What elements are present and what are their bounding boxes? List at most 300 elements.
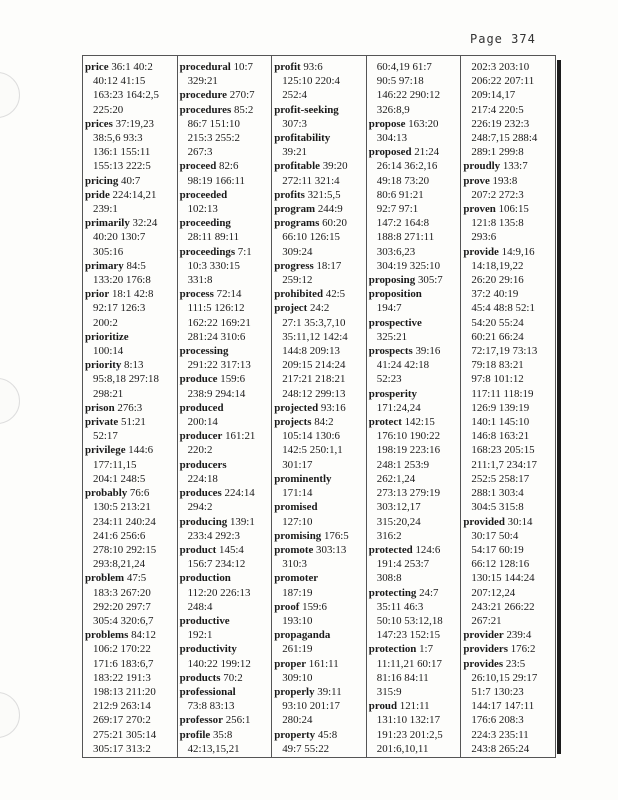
index-entry-first-line: [369, 642, 461, 656]
punch-hole: [0, 378, 20, 424]
index-term: proceed: [179, 160, 217, 173]
index-entry: [85, 117, 177, 174]
page-refs: 215:3 255:2: [187, 132, 240, 145]
index-term: pride: [85, 188, 110, 201]
index-entry: [85, 330, 177, 358]
index-entry: [85, 60, 177, 117]
page-refs: 276:3: [117, 401, 143, 414]
page-refs: 292:20 297:7: [93, 600, 151, 613]
index-entry-first-line: [180, 245, 272, 259]
page-refs: 49:18 73:20: [376, 174, 430, 187]
page-refs: 192:1: [187, 629, 213, 642]
index-term: profit-seeking: [274, 103, 339, 116]
page-refs: 142:15: [404, 416, 435, 429]
page-refs: 133:7: [502, 160, 528, 173]
page-refs: 162:22 169:21: [187, 316, 251, 329]
page-refs: 130:15 144:24: [471, 572, 535, 585]
index-entry: [274, 202, 366, 216]
page-refs: 248:1 253:9: [376, 458, 430, 471]
index-entry: [180, 458, 272, 486]
page-refs: 10:3 330:15: [187, 259, 240, 272]
index-entry: [180, 713, 272, 727]
page-refs: 73:8 83:13: [187, 700, 235, 713]
page-refs: 187:19: [282, 586, 313, 599]
index-term: proceeding: [179, 217, 231, 230]
index-entry-first-line: [180, 372, 272, 386]
page-refs: 145:4: [219, 543, 244, 556]
page-refs: 307:3: [282, 117, 307, 130]
index-entry-first-line: [274, 131, 366, 145]
index-term: problems: [85, 629, 129, 642]
index-entry: [274, 628, 366, 656]
page-refs: 259:12: [282, 274, 313, 287]
index-term: profits: [274, 188, 305, 201]
index-entry: [85, 216, 177, 259]
page-refs: 305:16: [93, 245, 124, 258]
page-refs: 112:20 226:13: [187, 586, 251, 599]
page-refs: 293:6: [471, 231, 497, 244]
index-entry-first-line: [274, 301, 366, 315]
index-entry-first-line: [274, 259, 366, 273]
page-refs: 177:11,15: [93, 458, 137, 471]
page-refs: 171:6 183:6,7: [93, 657, 154, 670]
index-entry-first-line: [180, 571, 272, 585]
page-refs: 252:5 258:17: [471, 472, 530, 485]
page-refs: 161:21: [225, 430, 256, 443]
page-refs: 243:8 265:24: [471, 742, 530, 755]
page-refs: 155:13 222:5: [93, 160, 151, 173]
page-refs: 224:3 235:11: [471, 728, 529, 741]
index-term: producing: [179, 515, 228, 528]
index-entry-first-line: [463, 245, 555, 259]
index-entry: [180, 401, 272, 429]
index-entry-first-line: [274, 60, 366, 74]
index-entry: [85, 287, 177, 330]
page-refs: 131:10 132:17: [376, 714, 441, 727]
page-refs: 193:10: [282, 614, 313, 627]
index-entry: [180, 103, 272, 160]
page-refs: 42:5: [325, 288, 346, 301]
page-number: Page 374: [470, 32, 536, 46]
index-term: professor: [179, 714, 223, 727]
index-entry-first-line: [180, 486, 272, 500]
index-term: propaganda: [274, 629, 331, 642]
index-entry: [369, 586, 461, 643]
index-term: primarily: [85, 217, 130, 230]
index-entry: [463, 628, 555, 642]
page-refs: 54:20 55:24: [471, 316, 524, 329]
page-refs: 176:10 190:22: [376, 430, 441, 443]
page-refs: 39:20: [322, 160, 348, 173]
index-entry: [85, 358, 177, 401]
index-entry-first-line: [180, 614, 272, 628]
page-refs: 303:6,23: [376, 245, 416, 258]
index-entry: [369, 287, 461, 315]
page-refs: 124:6: [415, 543, 441, 556]
page-refs: 35:11 46:3: [376, 600, 424, 613]
page-refs: 207:2 272:3: [471, 188, 524, 201]
index-entry-first-line: [180, 543, 272, 557]
index-entry: [274, 131, 366, 159]
index-entry-first-line: [274, 401, 366, 415]
index-entry: [369, 145, 461, 273]
index-entry-first-line: [180, 685, 272, 699]
index-term: protecting: [368, 586, 417, 599]
index-entry-first-line: [369, 145, 461, 159]
index-entry-first-line: [180, 216, 272, 230]
punch-hole: [0, 72, 20, 118]
index-column: [83, 56, 178, 757]
page-refs: 51:21: [121, 416, 146, 429]
index-term: profitable: [274, 160, 320, 173]
page-refs: 98:19 166:11: [187, 174, 245, 187]
page-refs: 92:7 97:1: [376, 203, 419, 216]
index-entry-first-line: [369, 316, 461, 330]
page-refs: 36:1 40:2: [111, 61, 153, 73]
page-refs: 310:3: [282, 558, 307, 571]
index-entry: [180, 188, 272, 216]
index-entry-first-line: [274, 159, 366, 173]
index-entry-first-line: [369, 60, 461, 74]
page-refs: 40:20 130:7: [93, 231, 146, 244]
index-entry: [369, 316, 461, 344]
page-refs: 194:7: [376, 302, 402, 315]
page-refs: 281:24 310:6: [187, 330, 246, 343]
page-refs: 80:6 91:21: [376, 188, 424, 201]
index-entry-first-line: [85, 60, 177, 74]
index-entry: [180, 159, 272, 187]
index-term: proper: [274, 657, 307, 670]
index-entry: [180, 287, 272, 344]
index-entry: [180, 88, 272, 102]
page-refs: 49:7 55:22: [282, 742, 330, 755]
index-term: provides: [463, 657, 504, 670]
page-refs: 270:7: [229, 89, 255, 102]
page-refs: 95:8,18 297:18: [93, 373, 159, 386]
index-term: proposing: [368, 274, 416, 287]
page-refs: 176:6 208:3: [471, 714, 524, 727]
index-term: provider: [463, 629, 504, 642]
page-refs: 37:2 40:19: [471, 288, 519, 301]
page-refs: 26:14 36:2,16: [376, 160, 438, 173]
index-entry-first-line: [274, 543, 366, 557]
index-term: procedure: [179, 89, 227, 102]
page-refs: 239:1: [93, 203, 118, 216]
index-entry-first-line: [85, 486, 177, 500]
page-refs: 262:1,24: [376, 472, 416, 485]
index-entry-first-line: [369, 287, 461, 301]
page-refs: 225:20: [93, 103, 124, 116]
page-refs: 35:8: [212, 728, 233, 741]
index-entry: [463, 159, 555, 173]
index-term: process: [179, 288, 214, 301]
page-refs: 278:10 292:15: [93, 543, 157, 556]
index-entry: [180, 543, 272, 571]
page-refs: 84:2: [314, 416, 334, 429]
page-refs: 183:3 267:20: [93, 586, 151, 599]
page-refs: 280:24: [282, 714, 313, 727]
index-entry: [85, 259, 177, 287]
page-refs: 14:9,16: [501, 245, 535, 258]
page-refs: 193:8: [492, 174, 518, 187]
index-entry-first-line: [463, 174, 555, 188]
index-term: processing: [179, 345, 229, 358]
page-refs: 305:4 320:6,7: [93, 614, 154, 627]
page-refs: 267:21: [471, 614, 502, 627]
index-term: produce: [179, 373, 218, 386]
index-term: prioritize: [85, 330, 129, 343]
index-entry-first-line: [369, 543, 461, 557]
page-refs: 261:19: [282, 643, 313, 656]
page-refs: 301:17: [282, 458, 313, 471]
index-term: prior: [85, 288, 110, 301]
index-term: programs: [274, 217, 320, 230]
index-entry-first-line: [274, 103, 366, 117]
page-refs: 39:11: [317, 685, 342, 698]
index-entry: [180, 60, 272, 88]
index-entry-first-line: [85, 401, 177, 415]
index-term: profitability: [274, 132, 331, 145]
index-entry: [369, 344, 461, 387]
index-entry: [85, 415, 177, 443]
page-refs: 47:5: [126, 572, 147, 585]
index-entry: [463, 174, 555, 202]
index-entry-first-line: [463, 642, 555, 656]
page-refs: 70:2: [223, 671, 243, 684]
page-refs: 212:9 263:14: [93, 700, 151, 713]
page-refs: 93:16: [320, 401, 346, 414]
page-refs: 269:17 270:2: [93, 714, 151, 727]
index-entry: [274, 600, 366, 628]
index-entry: [369, 117, 461, 145]
index-entry: [180, 671, 272, 685]
index-term: producer: [179, 430, 223, 443]
index-term: primary: [85, 259, 124, 272]
page-refs: 37:19,23: [115, 117, 154, 130]
index-term: program: [274, 203, 316, 216]
index-term: procedures: [179, 103, 232, 116]
index-entry-first-line: [463, 159, 555, 173]
index-term: prominently: [274, 472, 332, 485]
index-entry-first-line: [274, 657, 366, 671]
page-refs: 24:7: [419, 586, 439, 599]
page-refs: 248:7,15 288:4: [471, 132, 538, 145]
page-refs: 209:15 214:24: [282, 359, 346, 372]
index-term: producers: [179, 458, 227, 471]
page-refs: 81:16 84:11: [376, 671, 429, 684]
page-refs: 51:7 130:23: [471, 685, 524, 698]
index-entry: [463, 515, 555, 629]
index-entry: [369, 273, 461, 287]
margin-bar: [557, 60, 561, 754]
page-refs: 147:23 152:15: [376, 629, 441, 642]
index-entry-first-line: [180, 401, 272, 415]
index-entry: [369, 387, 461, 415]
page-refs: 86:7 151:10: [187, 117, 240, 130]
index-term: property: [274, 728, 316, 741]
page-refs: 241:6 256:6: [93, 529, 146, 542]
index-term: professional: [179, 685, 236, 698]
page-refs: 26:20 29:16: [471, 274, 524, 287]
page-refs: 171:24,24: [376, 401, 421, 414]
page-refs: 156:7 234:12: [187, 558, 246, 571]
index-entry: [274, 685, 366, 728]
page-refs: 188:8 271:11: [376, 231, 435, 244]
index-entry: [180, 372, 272, 400]
index-entry-first-line: [85, 330, 177, 344]
page-refs: 191:4 253:7: [376, 558, 430, 571]
index-entry: [274, 259, 366, 287]
page-refs: 171:14: [282, 487, 313, 500]
index-term: prove: [463, 174, 490, 187]
index-term: progress: [274, 259, 314, 272]
page-refs: 202:3 203:10: [471, 61, 530, 73]
index-term: promised: [274, 501, 318, 514]
index-entry-first-line: [274, 415, 366, 429]
page-refs: 206:22 207:11: [471, 75, 535, 88]
page-refs: 256:1: [225, 714, 251, 727]
page-refs: 139:1: [229, 515, 255, 528]
page-refs: 309:24: [282, 245, 313, 258]
page-refs: 248:4: [187, 600, 213, 613]
index-entry: [274, 657, 366, 685]
index-entry-first-line: [274, 472, 366, 486]
page-refs: 183:22 191:3: [93, 671, 151, 684]
index-entry-first-line: [180, 344, 272, 358]
index-term: proposed: [368, 146, 412, 159]
page-refs: 293:8,21,24: [93, 558, 146, 571]
page-refs: 217:21 218:21: [282, 373, 346, 386]
page-refs: 50:10 53:12,18: [376, 614, 443, 627]
page-refs: 72:17,19 73:13: [471, 345, 538, 358]
page-refs: 66:10 126:15: [282, 231, 340, 244]
page-refs: 294:2: [187, 501, 213, 514]
page-refs: 18:1 42:8: [111, 288, 154, 301]
index-term: produces: [179, 487, 222, 500]
page-refs: 27:1 35:3,7,10: [282, 316, 346, 329]
index-term: productive: [179, 614, 230, 627]
page-refs: 39:16: [415, 345, 441, 358]
index-entry-first-line: [463, 202, 555, 216]
index-term: prospective: [368, 316, 422, 329]
page-refs: 23:5: [505, 657, 526, 670]
page-refs: 72:14: [216, 288, 242, 301]
index-entry-first-line: [180, 713, 272, 727]
index-term: promising: [274, 529, 322, 542]
page-refs: 84:12: [131, 629, 156, 642]
page-refs: 224:14,21: [112, 188, 157, 201]
page-refs: 142:5 250:1,1: [282, 444, 343, 457]
index-entry: [85, 571, 177, 628]
index-entry: [180, 728, 272, 756]
index-entry-first-line: [274, 628, 366, 642]
index-entry-first-line: [463, 60, 555, 74]
index-entry: [369, 642, 461, 699]
index-term: proposition: [368, 288, 422, 301]
page-refs: 136:1 155:11: [93, 146, 151, 159]
page-refs: 176:5: [323, 529, 349, 542]
index-term: proceeded: [179, 188, 228, 201]
index-entry: [180, 642, 272, 670]
index-entry-first-line: [463, 657, 555, 671]
index-entry-first-line: [180, 88, 272, 102]
index-column: [272, 56, 367, 757]
index-entry-first-line: [180, 60, 272, 74]
page-refs: 243:21 266:22: [471, 600, 535, 613]
index-entry-first-line: [180, 728, 272, 742]
page-refs: 159:6: [302, 600, 327, 613]
index-term: promote: [274, 543, 314, 556]
index-entry: [274, 529, 366, 543]
index-term: prices: [85, 117, 113, 130]
page-refs: 272:11 321:4: [282, 174, 340, 187]
page-refs: 35:11,12 142:4: [282, 330, 348, 343]
page-refs: 11:11,21 60:17: [376, 657, 442, 670]
page-refs: 211:1,7 234:17: [471, 458, 537, 471]
page-refs: 84:5: [126, 259, 146, 272]
index-entry-first-line: [369, 415, 461, 429]
page-refs: 217:4 220:5: [471, 103, 524, 116]
index-term: procedural: [179, 61, 231, 73]
page-refs: 288:1 303:4: [471, 487, 524, 500]
page-refs: 39:21: [282, 146, 307, 159]
page-refs: 234:11 240:24: [93, 515, 156, 528]
page-refs: 298:21: [93, 387, 124, 400]
page-refs: 304:13: [376, 132, 408, 145]
index-entry: [180, 515, 272, 543]
page-refs: 147:2 164:8: [376, 217, 430, 230]
page-refs: 125:10 220:4: [282, 75, 340, 88]
index-term: pricing: [85, 174, 119, 187]
page-refs: 161:11: [308, 657, 339, 670]
page-refs: 168:23 205:15: [471, 444, 535, 457]
index-term: properly: [274, 685, 315, 698]
page-refs: 163:23 164:2,5: [93, 89, 159, 102]
index-term: problem: [85, 572, 125, 585]
page-refs: 92:17 126:3: [93, 302, 146, 315]
index-term: production: [179, 572, 231, 585]
page-refs: 126:9 139:19: [471, 401, 530, 414]
page-refs: 329:21: [187, 75, 218, 88]
index-term: proud: [368, 700, 398, 713]
index-entry-first-line: [274, 500, 366, 514]
index-term: products: [179, 671, 221, 684]
page-refs: 106:15: [498, 203, 529, 216]
index-entry-first-line: [85, 571, 177, 585]
index-term: provided: [463, 515, 505, 528]
index-term: protection: [368, 643, 417, 656]
page-refs: 315:9: [376, 685, 402, 698]
page-refs: 10:7: [233, 61, 253, 73]
page-refs: 207:12,24: [471, 586, 516, 599]
page-refs: 291:22 317:13: [187, 359, 251, 372]
index-entry: [180, 344, 272, 372]
page-refs: 146:8 163:21: [471, 430, 530, 443]
page-refs: 326:8,9: [376, 103, 410, 116]
page-refs: 45:4 48:8 52:1: [471, 302, 535, 315]
index-entry: [463, 60, 555, 159]
page-refs: 32:24: [132, 217, 158, 230]
page-refs: 121:11: [399, 700, 430, 713]
page-refs: 289:1 299:8: [471, 146, 524, 159]
index-column: [367, 56, 462, 757]
index-entry-first-line: [85, 259, 177, 273]
page-refs: 76:6: [129, 487, 150, 500]
index-entry: [274, 500, 366, 528]
page-refs: 8:13: [124, 359, 144, 372]
index-entry: [463, 202, 555, 245]
page-refs: 176:2: [510, 643, 536, 656]
